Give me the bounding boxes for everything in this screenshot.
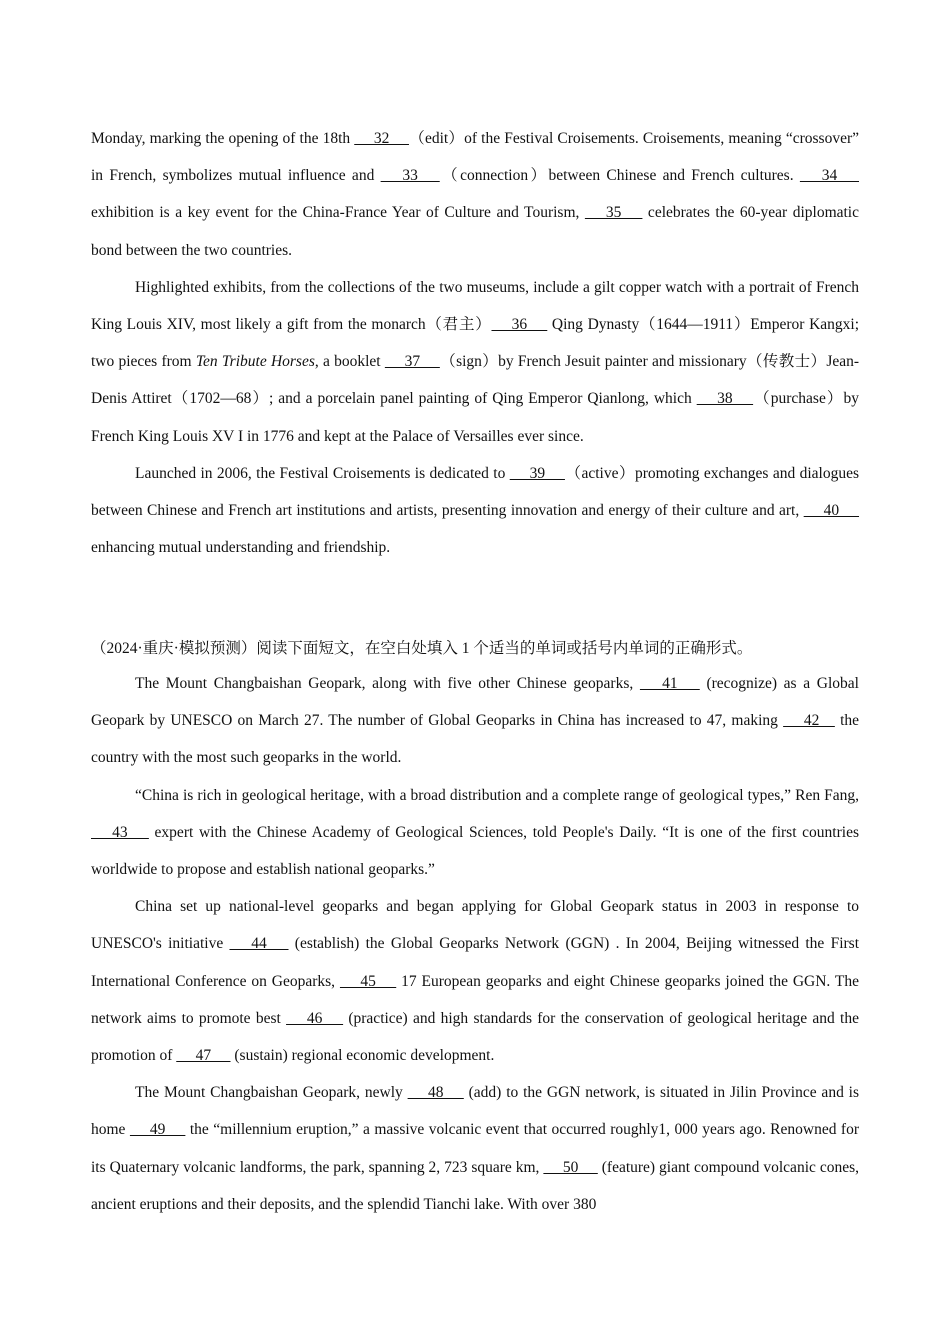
text-run: The Mount Changbaishan Geopark, along with five other Chinese geoparks, [135, 675, 640, 692]
answer-blank: 35 [584, 204, 643, 222]
text-run: Launched in 2006, the Festival Croisements is dedicated to [135, 464, 510, 482]
passage-1-paragraph-1 [91, 120, 859, 269]
passage-2-paragraph-1 [91, 665, 859, 777]
answer-blank: 33 [380, 167, 440, 185]
text-run: “China is rich in geological heritage, with a broad distribution and a complete range of geological types,” Ren Fang, [135, 786, 859, 804]
answer-blank: 41 [639, 675, 700, 692]
text-run: , a booklet [314, 353, 385, 371]
text-run: （edit）of the Festival Croisements. Croisements, meaning “crossover” in French, symbolizes mutual influence and [91, 130, 860, 185]
answer-blank: 36 [491, 316, 548, 334]
answer-blank: 49 [129, 1121, 186, 1139]
answer-blank: 44 [229, 935, 289, 953]
answer-blank: 43 [91, 823, 149, 841]
text-run: 17 European geoparks and eight Chinese geoparks joined the GGN. The network aims to promote best [91, 972, 860, 1027]
text-run: （sign）by French Jesuit painter and missionary（传教士）Jean-Denis Attiret（1702—68）; and a porcelain panel painting of Qing Emperor Qianlong, which [91, 353, 860, 408]
answer-blank: 50 [543, 1158, 598, 1176]
passage-2-paragraph-2 [91, 777, 859, 889]
answer-blank: 32 [354, 130, 409, 147]
answer-blank: 47 [176, 1047, 231, 1065]
italic-title: Ten Tribute Horses [195, 353, 315, 371]
passage-1-paragraph-2 [91, 269, 859, 455]
text-run: (sustain) regional economic development. [230, 1047, 495, 1065]
answer-blank: 48 [407, 1084, 464, 1102]
answer-blank: 40 [803, 502, 860, 520]
text-run: (feature) giant compound volcanic cones, ancient eruptions and their deposits, and the splendid Tianchi lake. With over 380 [91, 1158, 859, 1213]
text-run: （purchase）by French King Louis XV I in 1776 and kept at the Palace of Versailles ever since. [91, 390, 859, 445]
exercise-instruction-heading: （2024·重庆·模拟预测）阅读下面短文，在空白处填入 1 个适当的单词或括号内单词的正确形式。 [91, 640, 753, 657]
text-run: Highlighted exhibits, from the collections of the two museums, include a gilt copper watch with a portrait of French King Louis XIV, most likely a gift from the monarch（君主） [91, 278, 859, 334]
passage-2 [91, 631, 859, 1223]
text-run: （connection）between Chinese and French cultures. [439, 167, 800, 185]
text-run: expert with the Chinese Academy of Geological Sciences, told People's Daily. “It is one of the first countries worldwide to propose and establish national geoparks.” [91, 823, 859, 879]
passage-2-paragraph-3 [91, 888, 859, 1074]
passage-1 [91, 120, 859, 566]
text-run: the country with the most such geoparks in the world. [91, 712, 860, 767]
text-run: celebrates the 60-year diplomatic bond between the two countries. [91, 204, 859, 259]
answer-blank: 37 [384, 353, 440, 371]
text-run: （active）promoting exchanges and dialogues between Chinese and French art institutions and artists, presenting innovation and energy of their culture and art, [91, 464, 859, 520]
text-run: The Mount Changbaishan Geopark, newly [135, 1084, 408, 1102]
text-run: enhancing mutual understanding and friendship. [91, 539, 391, 557]
text-run: (recognize) as a Global Geopark by UNESCO on March 27. The number of Global Geoparks in China has increased to 47, making [91, 675, 859, 730]
text-run: the “millennium eruption,” a massive volcanic event that occurred roughly1, 000 years ago. Renowned for its Quaternary volcanic landforms, the park, spanning 2, 723 square km, [91, 1121, 860, 1176]
answer-blank: 46 [286, 1009, 344, 1027]
text-run: (establish) the Global Geoparks Network (GGN) . In 2004, Beijing witnessed the First International Conference on Geoparks, [91, 935, 860, 990]
passage-1-paragraph-3 [91, 455, 859, 567]
answer-blank: 42 [783, 712, 835, 730]
text-run: exhibition is a key event for the China-France Year of Culture and Tourism, [91, 204, 585, 222]
answer-blank: 38 [696, 390, 754, 408]
answer-blank: 45 [339, 972, 397, 990]
text-run: (add) to the GGN network, is situated in Jilin Province and is home [91, 1084, 859, 1139]
text-run: Qing Dynasty（1644—1911）Emperor Kangxi; two pieces from [91, 316, 860, 371]
text-run: China set up national-level geoparks and began applying for Global Geopark status in 2003 in response to UNESCO's initiative [91, 898, 859, 953]
passage-2-paragraph-4 [91, 1074, 859, 1223]
answer-blank: 34 [799, 167, 859, 185]
text-run: Monday, marking the opening of the 18th [91, 130, 355, 147]
answer-blank: 39 [509, 464, 565, 482]
text-run: (practice) and high standards for the conservation of geological heritage and the promotion of [91, 1009, 859, 1065]
